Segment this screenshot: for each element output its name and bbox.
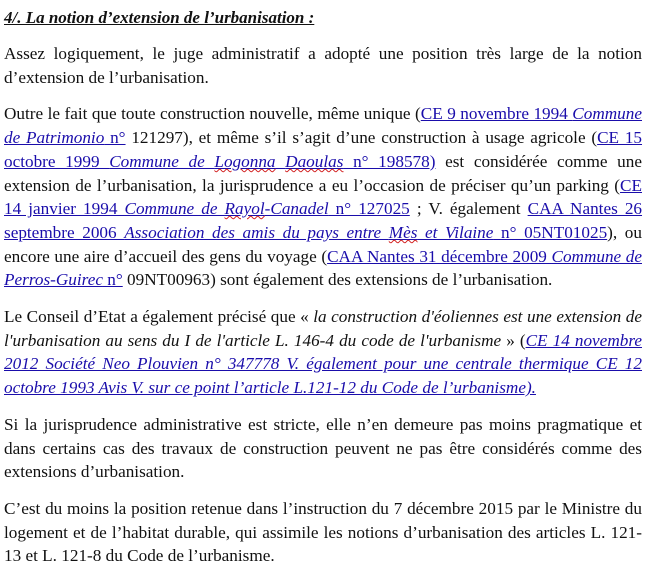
- link-text[interactable]: Commune de Perros-Guirec: [4, 246, 642, 290]
- link-text[interactable]: CE 9 novembre 1994: [420, 104, 573, 124]
- link-text[interactable]: CAA Nantes 26 septembre 2006: [4, 199, 643, 242]
- link-text[interactable]: n° 127025: [328, 199, 410, 219]
- link-text[interactable]: Association des amis du pays entre: [124, 222, 389, 242]
- link-text[interactable]: n° 05NT01025: [493, 222, 608, 242]
- text-segment: 121297), et même s’il s’agit d’une construction à usage agricole (: [125, 128, 598, 148]
- text-segment: ; V. également: [409, 199, 528, 219]
- link-text[interactable]: n° 198578): [343, 151, 436, 171]
- link-text[interactable]: Commune de Patrimonio: [4, 104, 642, 148]
- text-segment: ), ou encore une aire d’accueil des gens du voyage (: [4, 222, 642, 266]
- link-text[interactable]: CE 14 janvier 1994: [4, 175, 642, 219]
- link-text[interactable]: Rayol: [224, 199, 265, 219]
- text-segment: est considérée comme une extension de l’urbanisation, la jurisprudence a eu l’occasion de préciser qu’un parking (: [4, 151, 643, 195]
- quotation: la construction d'éoliennes est une extension de l'urbanisation au sens du I de l'article L. 146-4 du code de l'urbanisme: [4, 307, 642, 350]
- link-text[interactable]: et Vilaine: [417, 222, 494, 242]
- text-segment: » (: [501, 330, 526, 350]
- paragraph-pragmatism: Si la jurisprudence administrative est stricte, elle n’en demeure pas moins pragmatique et dans certains cas des travaux de construction peuvent ne pas être considérés comme des extensions d’urbanisation.: [4, 414, 642, 482]
- paragraph-jurisprudence: [4, 102, 642, 292]
- paragraph-instruction-2015: C’est du moins la position retenue dans l’instruction du 7 décembre 2015 par le Ministre du logement et de l’habitat durable, qui assimile les notions d’urbanisation des articles L. 121-13 et L. 121-8 du Code de l’urbanisme.: [4, 498, 642, 566]
- section-heading: 4/. La notion d’extension de l’urbanisation :: [4, 8, 315, 27]
- link-text[interactable]: n°: [104, 128, 126, 148]
- link-text[interactable]: -Canadel: [264, 199, 329, 219]
- link-text[interactable]: [276, 152, 286, 171]
- link-text[interactable]: CE 15 octobre 1999: [4, 128, 643, 171]
- citation-link-ce-2012-neo-plouvien[interactable]: CE 14 novembre 2012 Société Neo Plouvien n° 347778 V. également pour une centrale thermique CE 12 octobre 1993 Avis V. sur ce point l’article L.121-12 du Code de l’urbanisme).: [4, 330, 642, 398]
- text-segment: Outre le fait que toute construction nouvelle, même unique (: [4, 104, 421, 124]
- paragraph-intro: Assez logiquement, le juge administratif a adopté une position très large de la notion d’extension de l’urbanisation.: [4, 44, 642, 87]
- text-segment: 09NT00963) sont également des extensions de l’urbanisation.: [122, 270, 553, 290]
- link-text[interactable]: Daoulas: [285, 151, 344, 171]
- link-text[interactable]: Commune de: [124, 199, 225, 219]
- document-page: [4, 8, 642, 581]
- link-text[interactable]: Commune de: [109, 151, 215, 171]
- link-text[interactable]: Logonna: [214, 151, 276, 171]
- text-segment: Le Conseil d’Etat a également précisé que «: [4, 307, 314, 327]
- link-text[interactable]: n°: [102, 270, 123, 290]
- link-text[interactable]: Mès: [388, 222, 418, 242]
- paragraph-conseil-etat: [4, 305, 642, 400]
- link-text[interactable]: CAA Nantes 31 décembre 2009: [327, 246, 552, 266]
